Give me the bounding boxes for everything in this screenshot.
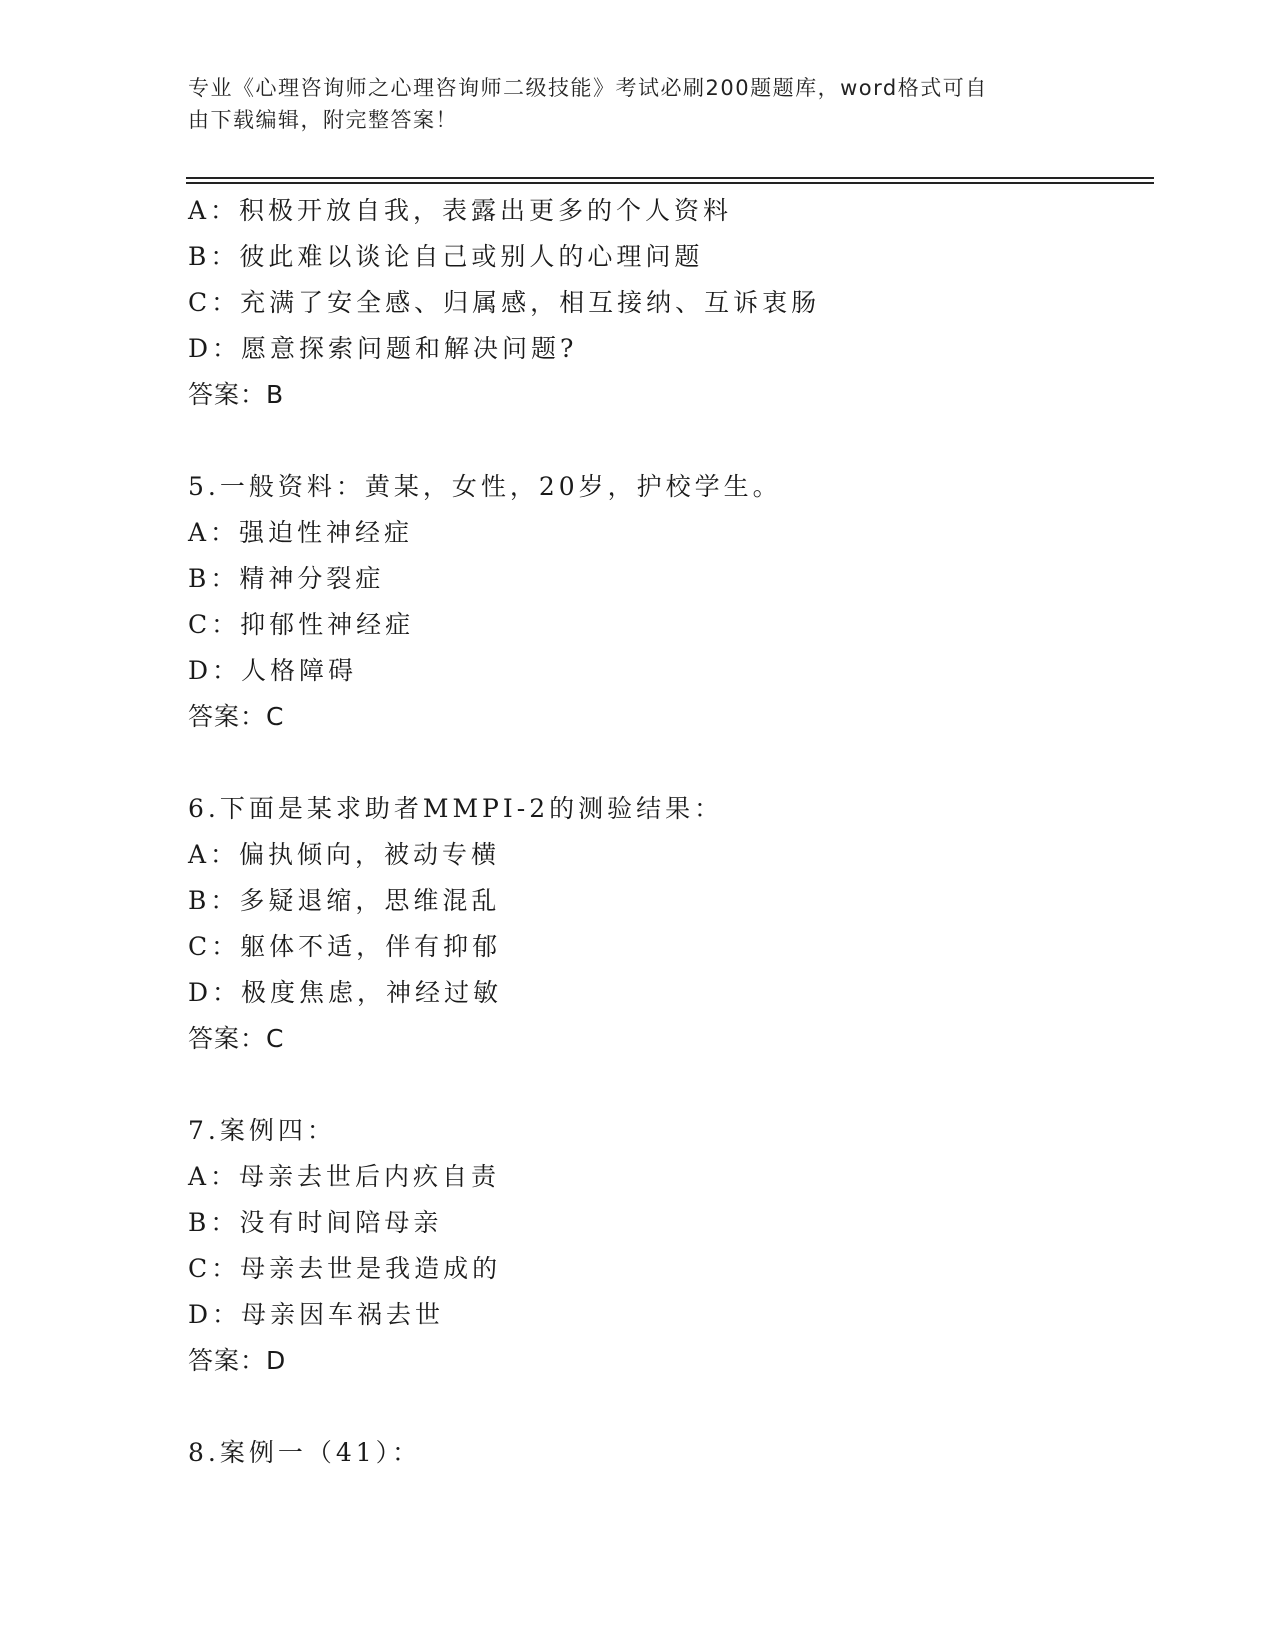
option-b: B：彼此难以谈论自己或别人的心理问题 [188, 242, 704, 271]
option-a: A：积极开放自我，表露出更多的个人资料 [188, 196, 733, 225]
option-b: B：多疑退缩，思维混乱 [188, 886, 501, 915]
option-b: B：精神分裂症 [188, 564, 385, 593]
answer-line: 答案：C [188, 1024, 285, 1053]
header-divider-bottom [186, 182, 1154, 184]
option-d: D：母亲因车祸去世 [188, 1300, 445, 1329]
answer-line: 答案：D [188, 1346, 287, 1375]
option-a: A：强迫性神经症 [188, 518, 414, 547]
option-a: A：偏执倾向，被动专横 [188, 840, 501, 869]
question-block [188, 1430, 1148, 1476]
question-block [188, 464, 1148, 740]
option-c: C：躯体不适，伴有抑郁 [188, 932, 502, 961]
document-header [188, 72, 1088, 136]
spacer [188, 418, 1148, 464]
option-c: C：母亲去世是我造成的 [188, 1254, 502, 1283]
question-stem: 6.下面是某求助者MMPI-2的测验结果： [188, 794, 724, 823]
spacer [188, 1384, 1148, 1430]
question-block [188, 188, 1148, 418]
answer-line: 答案：C [188, 702, 285, 731]
question-block [188, 1108, 1148, 1384]
answer-line: 答案：B [188, 380, 285, 409]
header-line-1: 专业《心理咨询师之心理咨询师二级技能》考试必刷200题题库，word格式可自 [188, 76, 988, 100]
option-d: D：极度焦虑，神经过敏 [188, 978, 503, 1007]
option-d: D：人格障碍 [188, 656, 358, 685]
question-stem: 7.案例四： [188, 1116, 336, 1145]
option-b: B：没有时间陪母亲 [188, 1208, 443, 1237]
question-stem: 8.案例一（41）： [188, 1438, 422, 1467]
question-block [188, 786, 1148, 1062]
header-divider-top [186, 177, 1154, 179]
header-line-2: 由下载编辑，附完整答案！ [188, 108, 458, 132]
spacer [188, 1062, 1148, 1108]
spacer [188, 740, 1148, 786]
option-d: D：愿意探索问题和解决问题? [188, 334, 578, 363]
question-list [188, 188, 1148, 1476]
option-c: C：充满了安全感、归属感，相互接纳、互诉衷肠 [188, 288, 821, 317]
option-a: A：母亲去世后内疚自责 [188, 1162, 501, 1191]
option-c: C：抑郁性神经症 [188, 610, 415, 639]
question-stem: 5.一般资料：黄某，女性，20岁，护校学生。 [188, 472, 782, 501]
